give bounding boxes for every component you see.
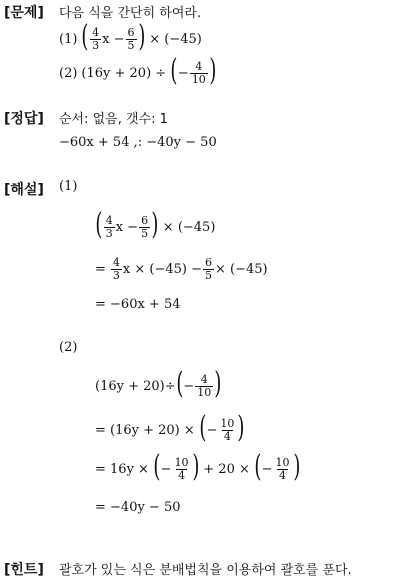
solution-part2-line1 bbox=[95, 366, 222, 403]
right-paren: ) bbox=[191, 449, 199, 484]
right-paren: ) bbox=[209, 53, 217, 88]
solution-label: [해설] bbox=[4, 182, 44, 198]
fraction: $\frac{10}{4}$ bbox=[220, 416, 235, 443]
problem-item-1 bbox=[59, 19, 202, 56]
answer-values: −60x + 54 ,: −40y − 50 bbox=[59, 135, 217, 150]
term: x − bbox=[115, 219, 139, 235]
item-index: (2) bbox=[59, 65, 78, 81]
term: × (−45) bbox=[149, 31, 202, 47]
term: = 16y × bbox=[95, 461, 149, 477]
left-paren: ( bbox=[81, 19, 89, 54]
fraction: $\frac{4}{10}$ bbox=[191, 59, 206, 86]
term: x × (−45) − bbox=[122, 261, 202, 277]
left-paren: ( bbox=[199, 410, 207, 445]
equals-sign: = bbox=[95, 261, 106, 277]
problem-label: [문제] bbox=[4, 5, 44, 21]
minus-sign: − bbox=[261, 461, 273, 477]
term: (16y + 20) ÷ bbox=[81, 65, 167, 81]
fraction: $\frac{4}{3}$ bbox=[112, 255, 120, 282]
left-paren: ( bbox=[153, 449, 161, 484]
fraction: $\frac{10}{4}$ bbox=[174, 455, 189, 482]
term: × (−45) bbox=[215, 261, 268, 277]
fraction: $\frac{6}{5}$ bbox=[205, 255, 212, 282]
fraction: $\frac{4}{10}$ bbox=[197, 372, 212, 399]
fraction: $\frac{4}{3}$ bbox=[105, 213, 113, 240]
right-paren: ) bbox=[292, 449, 300, 484]
minus-sign: − bbox=[160, 461, 172, 477]
solution-part1-line3: = −60x + 54 bbox=[95, 297, 181, 312]
answer-label: [정답] bbox=[4, 111, 44, 127]
solution-part2-line2 bbox=[95, 410, 245, 447]
fraction: $\frac{6}{5}$ bbox=[127, 25, 135, 52]
hint-label: [힌트] bbox=[4, 562, 44, 578]
term: + 20 × bbox=[203, 461, 250, 477]
fraction: $\frac{6}{5}$ bbox=[141, 213, 149, 240]
minus-sign: − bbox=[206, 422, 218, 438]
fraction: $\frac{4}{3}$ bbox=[92, 25, 100, 52]
term: x − bbox=[102, 31, 125, 47]
right-paren: ) bbox=[237, 410, 245, 445]
solution-part1-line2 bbox=[95, 252, 268, 286]
answer-meta: 순서: 없음, 갯수: 1 bbox=[59, 112, 168, 127]
solution-part1-index: (1) bbox=[59, 179, 78, 194]
item-index: (1) bbox=[59, 31, 78, 47]
left-paren: ( bbox=[95, 207, 103, 242]
term: × (−45) bbox=[162, 219, 216, 235]
solution-part2-index: (2) bbox=[59, 340, 78, 355]
minus-sign: − bbox=[177, 65, 189, 81]
problem-item-2 bbox=[59, 53, 217, 90]
right-paren: ) bbox=[137, 19, 145, 54]
minus-sign: − bbox=[183, 378, 195, 394]
solution-part2-line3 bbox=[95, 449, 300, 486]
right-paren: ) bbox=[214, 366, 222, 401]
right-paren: ) bbox=[151, 207, 159, 242]
solution-part2-line4: = −40y − 50 bbox=[95, 500, 181, 515]
left-paren: ( bbox=[254, 449, 262, 484]
term: (16y + 20)÷ bbox=[95, 378, 176, 394]
problem-instruction: 다음 식을 간단히 하여라. bbox=[59, 6, 202, 21]
left-paren: ( bbox=[175, 366, 183, 401]
hint-text: 괄호가 있는 식은 분배법칙을 이용하여 괄호를 푼다. bbox=[59, 563, 352, 578]
fraction: $\frac{10}{4}$ bbox=[275, 455, 290, 482]
left-paren: ( bbox=[170, 53, 178, 88]
solution-part1-line1 bbox=[95, 207, 216, 244]
term: = (16y + 20) × bbox=[95, 422, 195, 438]
